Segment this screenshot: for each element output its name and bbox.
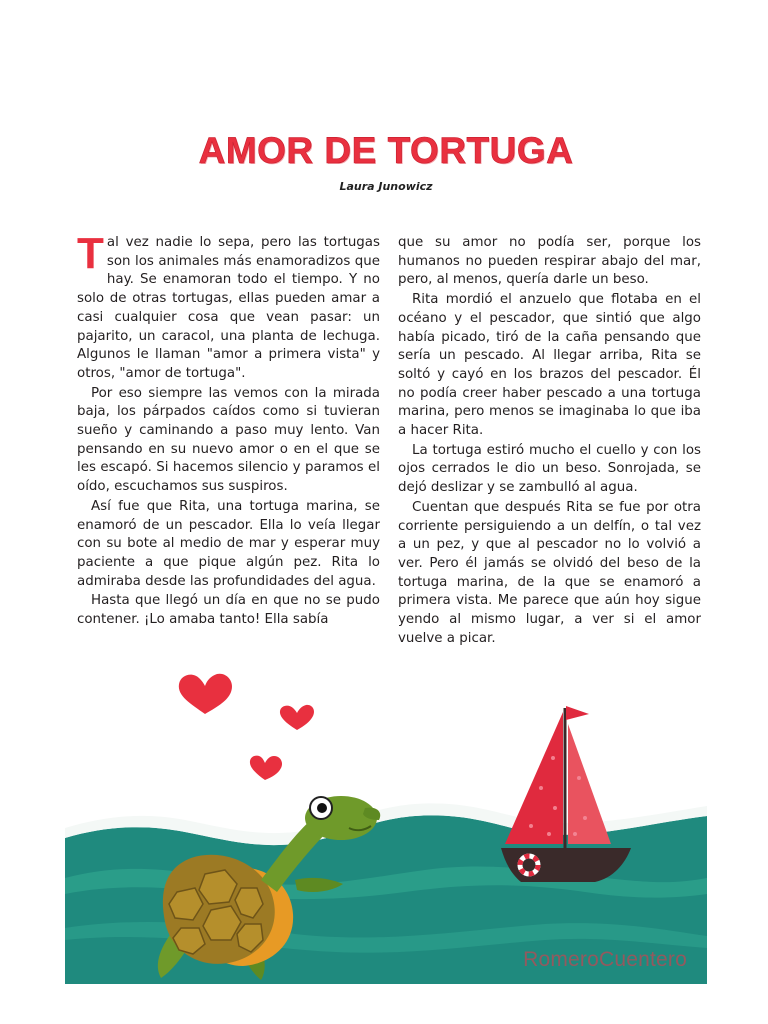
main-sail [505,712,563,844]
magazine-page [65,108,707,984]
paragraph [77,229,380,384]
heart-icon [250,756,282,780]
paragraph: Por eso siempre las vemos con la mirada baja, los párpados caídos como si tuvieran sueño y caminando a paso muy lento. Van pensando en su nuevo amor o en el que se les escapó. Si hacemos silencio y paramos el oído, escuchamos sus suspiros. [77,385,380,495]
illustration-svg [65,648,707,984]
paragraph-text: al vez nadie lo sepa, pero las tortugas son los animales más enamoradizos que hay. Se enamoran todo el tiempo. Y no solo de otras tortugas, ellas pueden amar a casi cualquier cosa que vean pasar: un pajarito, un caracol, una planta de lechuga. Algunos le llaman "amor a primera vista" y otros, "amor de tortuga". [77,235,380,381]
paragraph: La tortuga estiró mucho el cuello y con los ojos cerrados le dio un beso. Sonrojada, se dejó deslizar y se zambulló al agua. [398,442,701,496]
right-column [398,234,701,649]
sea-illustration [65,648,707,984]
paragraph: que su amor no podía ser, porque los humanos no pueden respirar abajo del mar, pero, al menos, quería darle un beso. [398,235,701,288]
left-column [77,229,380,631]
paragraph: Así fue que Rita, una tortuga marina, se enamoró de un pescador. Ella lo veía llegar con su bote al medio de mar y esperar muy paciente a que pique algún pez. Rita lo admiraba desde las profundidades del agua. [77,498,380,589]
paragraph: Rita mordió el anzuelo que flotaba en el océano y el pescador, que sintió que algo había picado, tiró de la caña pensando que sería un pescado. Al llegar arriba, Rita se soltó y cayó en los brazos del pescador. Él no podía creer haber pescado a una tortuga marina, pero menos se imaginaba lo que iba a hacer Rita. [398,292,701,439]
article-body [77,229,701,654]
watermark: RomeroCuentero [523,948,687,971]
jib-sail [568,724,611,844]
paragraph: Hasta que llegó un día en que no se pudo contener. ¡Lo amaba tanto! Ella sabía [77,593,380,628]
article-author: Laura Junowicz [339,180,433,193]
sailboat [501,706,631,882]
article-title: AMOR DE TORTUGA [198,130,574,171]
heart-icon [280,705,314,730]
paragraph: Cuentan que después Rita se fue por otra corriente persiguiendo a un delfín, o tal vez a un pez, y que al pescador no lo volvió a ver. Pero él jamás se olvidó del beso de la tortuga marina, de la que se enamoró a primera vista. Me parece que aún hoy sigue yendo al mismo lugar, a ver si el amor vuelve a picar. [398,499,701,646]
flag [566,706,589,720]
drop-cap: T [77,229,104,278]
heart-icon [179,674,232,714]
